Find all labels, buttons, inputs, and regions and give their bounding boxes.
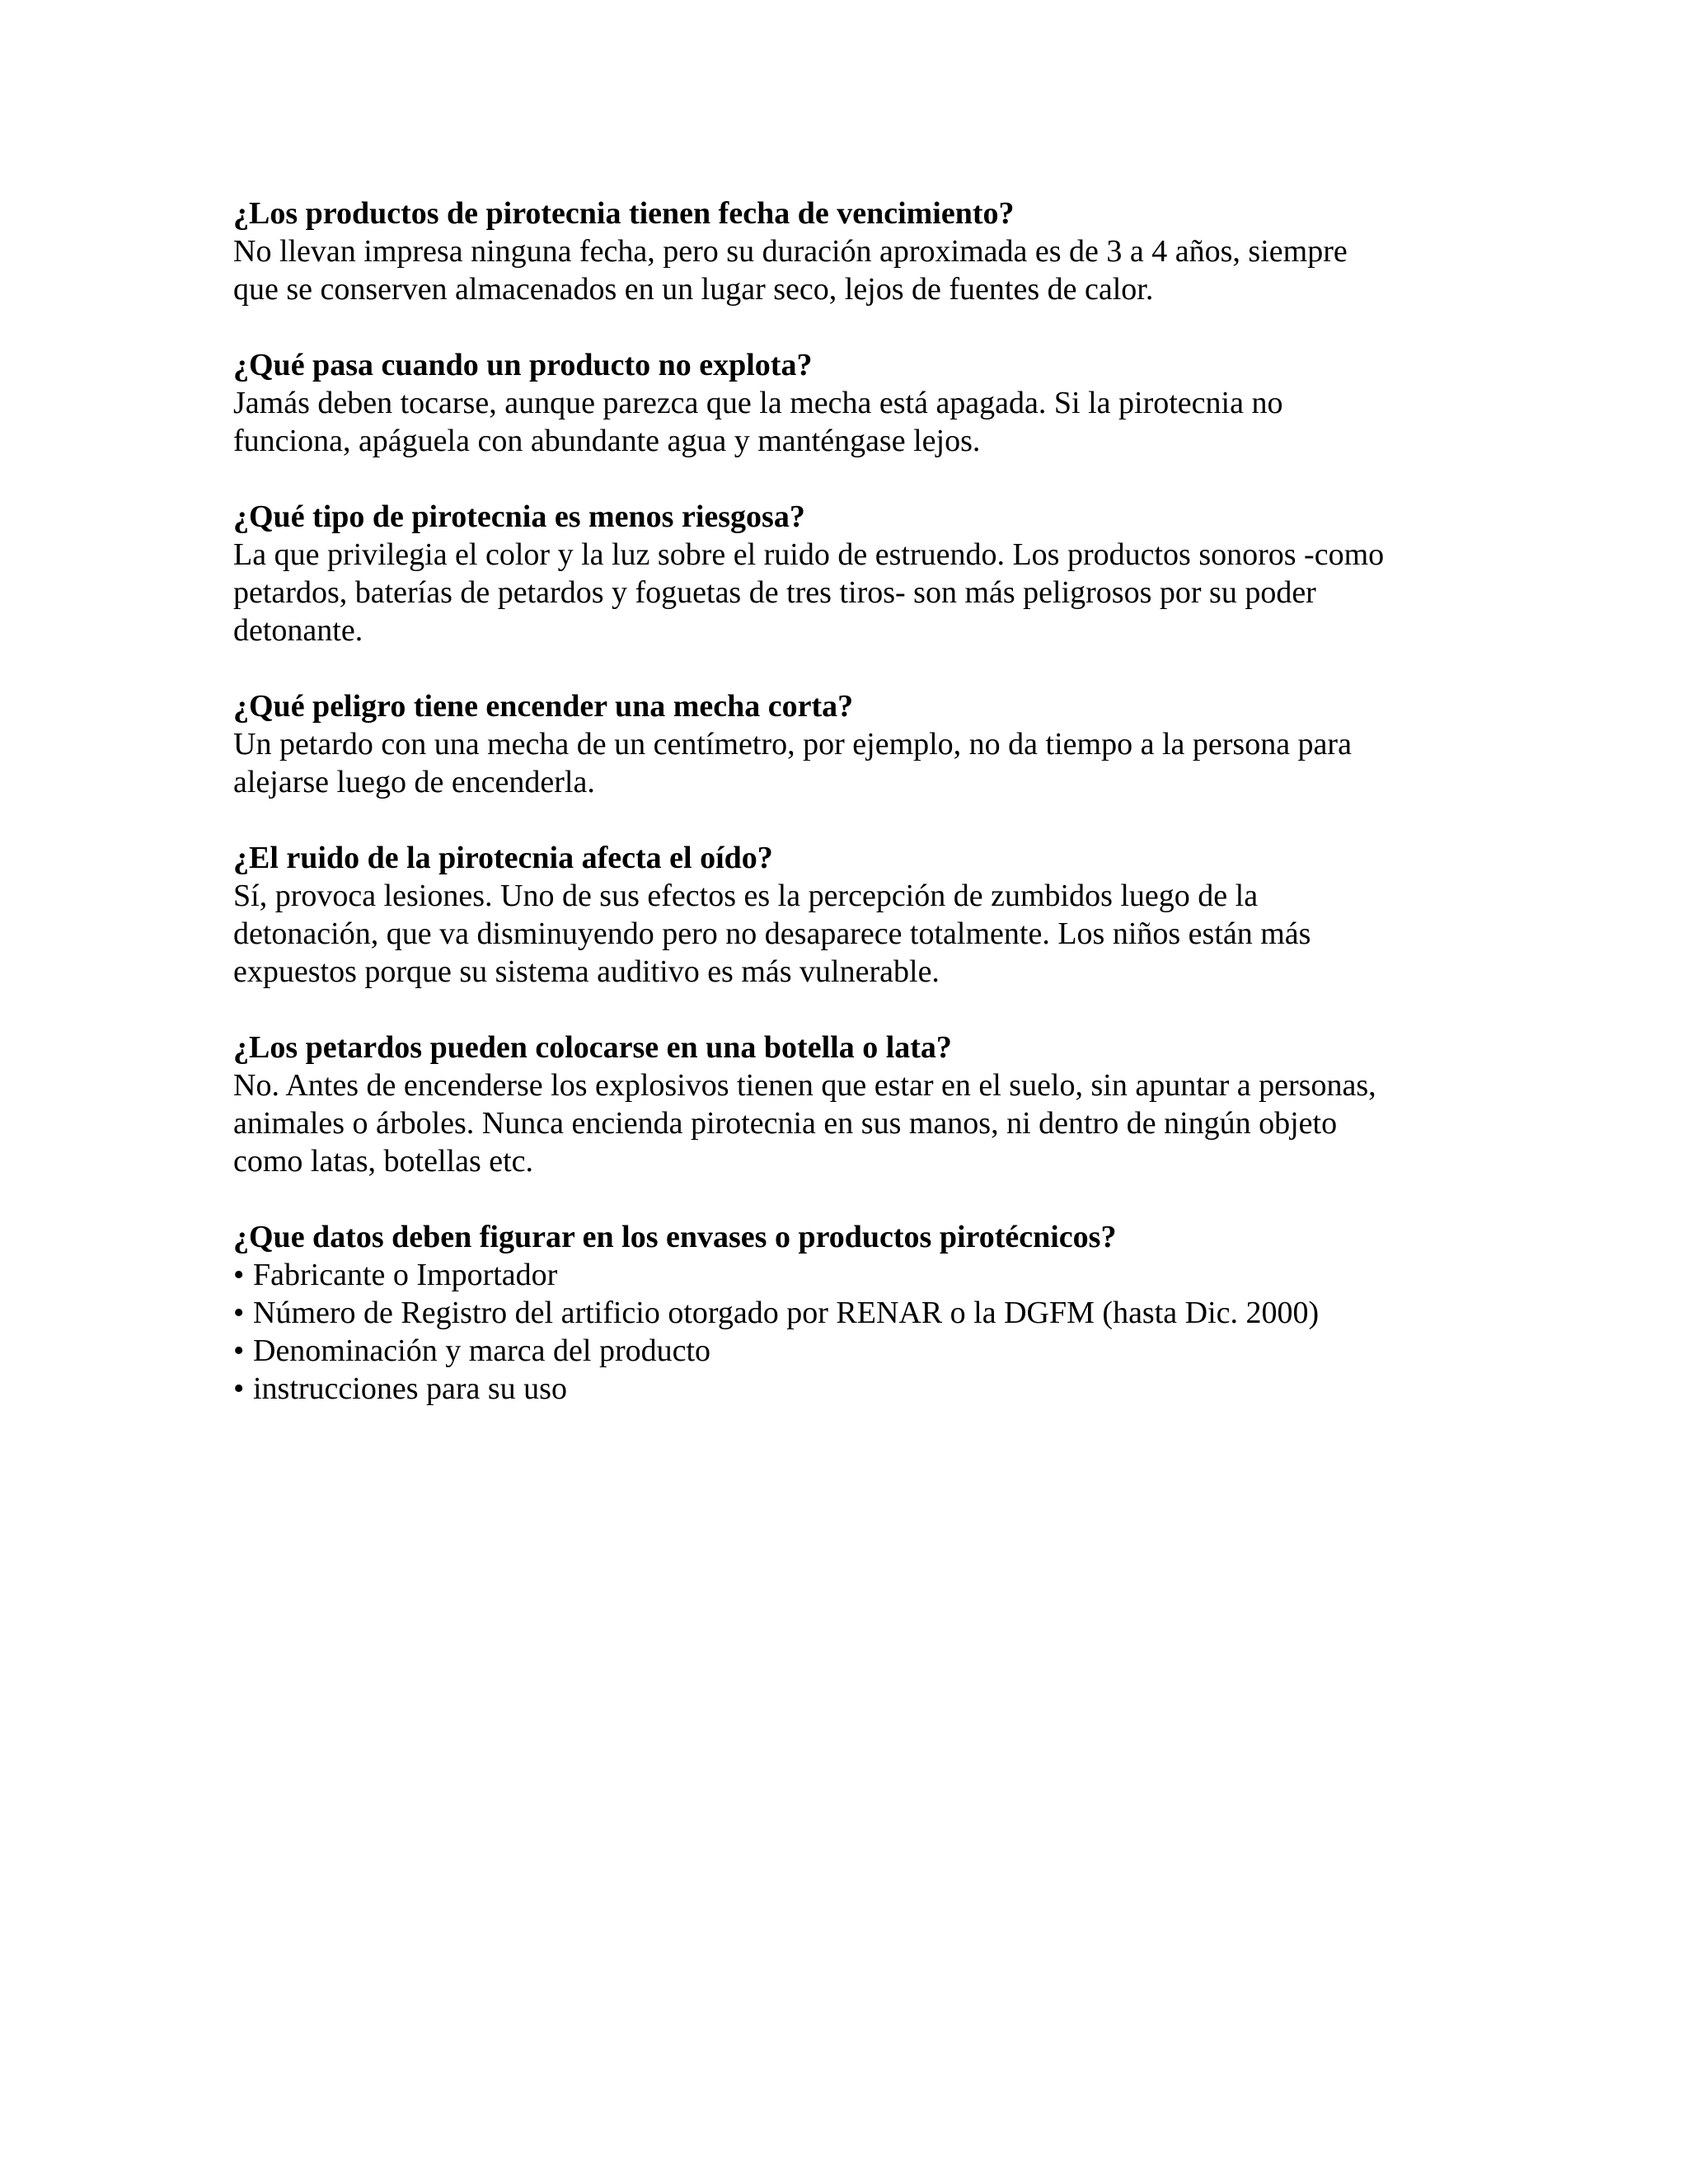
answer-line: Un petardo con una mecha de un centímetro, por ejemplo, no da tiempo a la persona para bbox=[233, 727, 1352, 762]
list-item-text: Número de Registro del artificio otorgado por RENAR o la DGFM (hasta Dic. 2000) bbox=[253, 1296, 1320, 1330]
faq-question: ¿Qué tipo de pirotecnia es menos riesgosa? bbox=[233, 499, 805, 534]
labeling-list bbox=[233, 1256, 1470, 1408]
answer-line: La que privilegia el color y la luz sobre el ruido de estruendo. Los productos sonoros -como bbox=[233, 537, 1385, 572]
list-item-text: Fabricante o Importador bbox=[253, 1258, 558, 1292]
faq-answer bbox=[233, 1066, 1470, 1180]
answer-line: Sí, provoca lesiones. Uno de sus efectos es la percepción de zumbidos luego de la bbox=[233, 879, 1259, 913]
faq-answer bbox=[233, 725, 1470, 801]
faq-answer bbox=[233, 384, 1470, 460]
faq-question: ¿Los productos de pirotecnia tienen fecha de vencimiento? bbox=[233, 196, 1015, 231]
answer-line: funciona, apáguela con abundante agua y manténgase lejos. bbox=[233, 424, 981, 458]
document-body bbox=[233, 194, 1470, 1446]
faq-item bbox=[233, 194, 1470, 308]
answer-line: alejarse luego de encenderla. bbox=[233, 765, 595, 799]
answer-line: No llevan impresa ninguna fecha, pero su duración aproximada es de 3 a 4 años, siempre bbox=[233, 234, 1348, 269]
answer-line: como latas, botellas etc. bbox=[233, 1144, 534, 1179]
bullet-icon: • bbox=[233, 1258, 245, 1292]
bullet-icon: • bbox=[233, 1296, 245, 1330]
labeling-question: ¿Que datos deben figurar en los envases o productos pirotécnicos? bbox=[233, 1220, 1117, 1254]
faq-question: ¿Qué pasa cuando un producto no explota? bbox=[233, 348, 813, 382]
faq-item bbox=[233, 687, 1470, 801]
answer-line: Jamás deben tocarse, aunque parezca que la mecha está apagada. Si la pirotecnia no bbox=[233, 386, 1283, 420]
bullet-icon: • bbox=[233, 1371, 245, 1406]
faq-question: ¿Qué peligro tiene encender una mecha corta? bbox=[233, 689, 854, 724]
list-item-text: Denominación y marca del producto bbox=[253, 1333, 711, 1368]
answer-line: detonante. bbox=[233, 613, 363, 648]
faq-answer bbox=[233, 877, 1470, 991]
list-item-text: instrucciones para su uso bbox=[253, 1371, 567, 1406]
labeling-section bbox=[233, 1218, 1470, 1408]
answer-line: expuestos porque su sistema auditivo es más vulnerable. bbox=[233, 954, 940, 989]
answer-line: animales o árboles. Nunca encienda pirotecnia en sus manos, ni dentro de ningún objeto bbox=[233, 1106, 1338, 1141]
faq-item bbox=[233, 1029, 1470, 1180]
answer-line: detonación, que va disminuyendo pero no desaparece totalmente. Los niños están más bbox=[233, 916, 1311, 951]
answer-line: que se conserven almacenados en un lugar seco, lejos de fuentes de calor. bbox=[233, 272, 1154, 307]
faq-question: ¿Los petardos pueden colocarse en una botella o lata? bbox=[233, 1030, 952, 1065]
answer-line: No. Antes de encenderse los explosivos tienen que estar en el suelo, sin apuntar a personas, bbox=[233, 1068, 1376, 1103]
faq-answer bbox=[233, 536, 1470, 649]
faq-item bbox=[233, 498, 1470, 649]
list-item bbox=[233, 1294, 1470, 1332]
faq-item bbox=[233, 839, 1470, 991]
answer-line: petardos, baterías de petardos y foguetas de tres tiros- son más peligrosos por su poder bbox=[233, 575, 1316, 610]
faq-item bbox=[233, 346, 1470, 460]
faq-answer bbox=[233, 232, 1470, 308]
list-item bbox=[233, 1370, 1470, 1408]
bullet-icon: • bbox=[233, 1333, 245, 1368]
faq-question: ¿El ruido de la pirotecnia afecta el oído? bbox=[233, 841, 773, 875]
list-item bbox=[233, 1332, 1470, 1370]
list-item bbox=[233, 1256, 1470, 1294]
